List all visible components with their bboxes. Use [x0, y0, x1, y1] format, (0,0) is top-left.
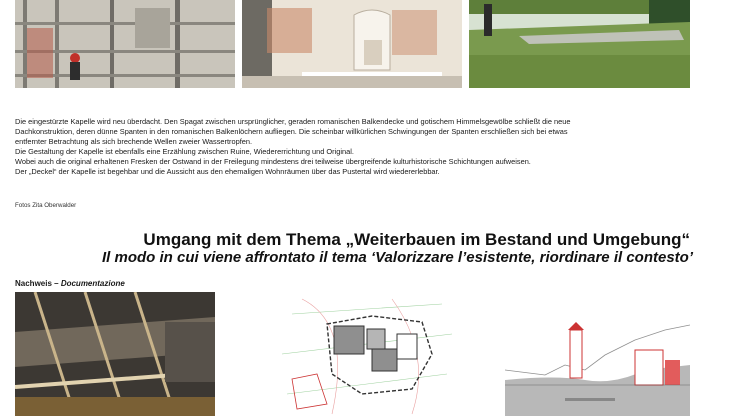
interior-roof-photo: [15, 292, 215, 416]
section-title-italian: Il modo in cui viene affrontato il tema ‘Valorizzare l’esistente, riordinare il contesto’: [102, 249, 693, 266]
documentation-label-italian: Documentazione: [60, 279, 125, 288]
photo-credit: Fotos Zita Oberwalder: [15, 202, 77, 209]
section-elevation-drawing: [505, 320, 690, 416]
description-line: Wobei auch die original erhaltenen Fresken der Ostwand in der Freilegung mindestens drei teilweise übergreifende kulturhistorische Schichtungen aufweisen.: [15, 156, 531, 166]
scaffolding-photo: [15, 0, 235, 88]
description-line: Die Gestaltung der Kapelle ist ebenfalls eine Erzählung zwischen Ruine, Wiedererrichtung und Original.: [15, 146, 354, 156]
chapel-interior-photo: [242, 0, 462, 88]
description-text: [15, 117, 715, 176]
site-plan-drawing: [272, 294, 460, 416]
documentation-label: [15, 279, 125, 288]
description-line: entfernter Betrachtung als sich brechende Wellen zweier Wassertropfen.: [15, 136, 253, 146]
description-line: Der „Deckel“ der Kapelle ist begehbar und die Aussicht aus den ehemaligen Wohnräumen über das Pustertal wird wiedererlebbar.: [15, 166, 440, 176]
section-title-german: Umgang mit dem Thema „Weiterbauen im Bestand und Umgebung“: [143, 230, 690, 249]
description-line: Dachkonstruktion, deren dünne Spanten in den romanischen Balkenlöchern aufliegen. Die scheinbar willkürlichen Schwingungen der Spanten erschließen sich bei etwas: [15, 126, 568, 136]
landscape-photo: [469, 0, 690, 88]
description-line: Die eingestürzte Kapelle wird neu überdacht. Den Spagat zwischen ursprünglicher, geraden romanischen Balkendecke und gotischem Himmelsgewölbe schließt die neue: [15, 117, 571, 126]
documentation-label-german: Nachweis –: [15, 279, 61, 288]
